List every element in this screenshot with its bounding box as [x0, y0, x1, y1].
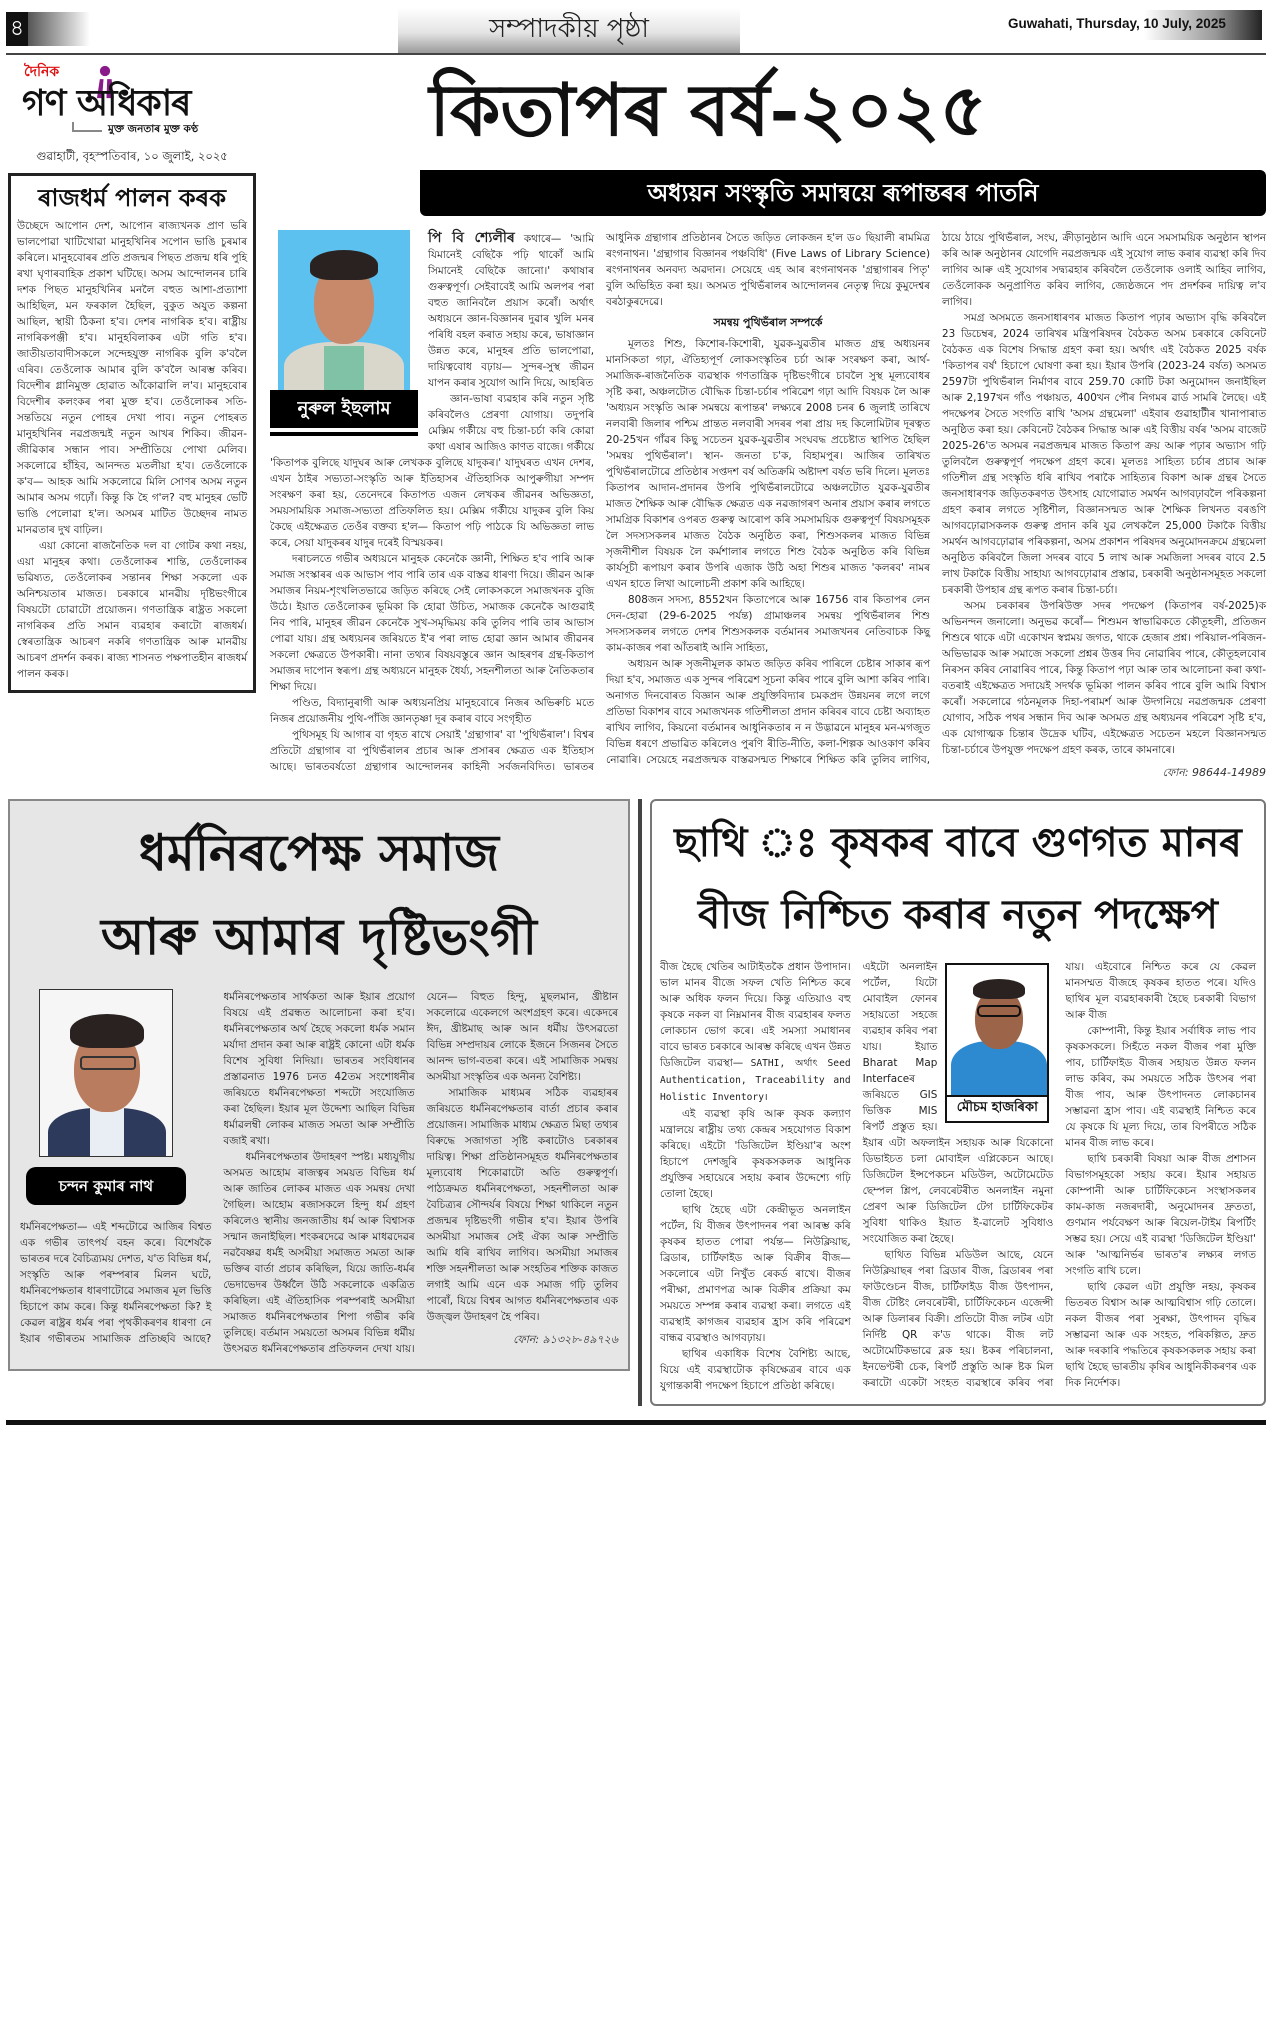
lead-paragraph: সমগ্ৰ অসমতে জনসাধাৰণৰ মাজত কিতাপ পঢ়াৰ অভ্যাস বৃদ্ধি কৰিবলৈ 23 ডিচেম্বৰ, 2024 তাৰিখৰ মন্ত্ৰিপৰিষদৰ বৈঠকত অসম চৰকাৰে কেবিনেট বৈঠকত এক বিশেষ সিদ্ধান্ত গ্ৰহণ কৰা হয়। অৰ্থাৎ এই বৈঠকত 2025 বৰ্ষক 'কিতাপৰ বৰ্ষ' হিচাপে ঘোষণা কৰা হয়। ইয়াৰ উপৰি (2023-24 বৰ্ষত) অসমত 2597টা পুথিভঁৰাল নিৰ্মাণৰ বাবে 259.70 কোটি টকা অনুমোদন জনাইছিল আৰু 2,197খন গাঁও পঞ্চায়ত, 400খন পৌৰ নিগমৰ ৱাৰ্ড সামৰি লৈছে। এই পদক্ষেপৰ সৈতে সংগতি ৰাখি 'অসম গ্ৰন্থমেলা' এইবাৰ গুৱাহাটীৰ খানাপাৰাত অনুষ্ঠিত কৰা হয়। কেবিনেট বৈঠকৰ সিদ্ধান্ত আৰু এই বিত্তীয় বৰ্ষৰ 'অসম বাজেট 2025-26'ত অসমৰ নৱপ্ৰজন্মৰ মাজত কিতাপ ক্ৰয় আৰু পঢ়াৰ অভ্যাস গঢ়ি তুলিবলৈ গুৰুত্বপূৰ্ণ পদক্ষেপ গ্ৰহণ কৰে। মূলতঃ সাহিত্য চৰ্চাৰ প্ৰচাৰ আৰু গতিশীল গ্ৰন্থ সংস্কৃতি ধৰি ৰাখিব পৰাকৈ সাহিত্যৰ বিকাশ আৰু গ্ৰন্থৰ সৈতে জনসাধাৰণক জড়িতকৰণত উৎসাহ যোগোৱাত সমৰ্থন আগবঢ়াবলৈ পৰিকল্পনা গ্ৰহণ কৰাৰ লগতে সৃষ্টিশীল, বিজ্ঞানসন্মত আৰু শৈক্ষিক লিখনত বৰঙণি আগবঢ়োৱাসকলক গুৰুত্ব প্ৰদান কৰি যুৱ লেখকলৈ 25,000 টকাকৈ বিত্তীয় সমৰ্থন আগবঢ়োৱাৰ পৰিকল্পনা, অসম প্ৰকাশন পৰিষদৰ অনুমোদনক্ৰমে গ্ৰন্থমেলা অনুষ্ঠিত কৰিবলৈ জিলা সদৰৰ বাবে 5 লাখ আৰু সমজিলা সদৰৰ বাবে 2.5 লাখ টকাকৈ বিত্তীয় সাহায্য আগবঢ়োৱাৰ প্ৰস্তাৱ, চৰকাৰী অনুষ্ঠানসমূহত সকলো চৰকাৰী উপহাৰ গ্ৰন্থ ৰূপত কৰাৰ চিন্তা-চৰ্চা। [942, 312, 1266, 596]
headline-line: ছাথি ঃ কৃষকৰ বাবে গুণগত মানৰ [674, 819, 1242, 866]
lead-subheadline: অধ্যয়ন সংস্কৃতি সমান্বয়ে ৰূপান্তৰৰ পাতনি [420, 170, 1266, 216]
header-divider [6, 53, 1266, 55]
quoted-author: পি বি শ্যেলীৰ [428, 230, 515, 246]
sathi-paragraph [660, 959, 851, 1106]
secularism-article-box [8, 799, 630, 1371]
lead-paragraph: দৰাচলতে গভীৰ অধ্যয়নে মানুহক কেনেকৈ জ্ঞানী, শিক্ষিত হ'ব পাৰি আৰু সমাজ সংস্কাৰৰ এক আভাস পাব পাৰি তাৰ এক বাস্তৱ ধাৰণা দিয়ে। জীৱন আৰু সমাজৰ নিয়ম-শৃংখলিতভাৱে জড়িত কৰিছে সেই লোকসকলে সমাজখনক বুজি উঠে। ইয়াত তেওঁলোকৰ ভূমিকা কি হোৱা উচিত, সমাজক কেনেকৈ আগুৱাই নিব পাৰি, মানুহৰ জীৱন কেনেকৈ সুখ-সমৃদ্ধিময় কৰি তুলিব পাৰি তাৰ আভাস পোৱা যায়। গ্ৰন্থ অধ্যয়নৰ জৰিয়তে ই'ৰ পৰা লাভ হোৱা জ্ঞান আমাৰ জীৱনৰ সকলো ক্ষেত্ৰতে উপকাৰী। নানা তথ্যৰ বিষয়বস্তুৰে জ্ঞান আহৰণৰ গ্ৰন্থ-কিতাপ সমাজৰ দাপোন স্বৰূপ। গ্ৰন্থ অধ্যয়নে মানুহক ধৈৰ্য্য, সহনশীলতা আৰু নৈতিকতাৰ শিক্ষা দিয়ে। [270, 553, 594, 693]
secularism-paragraph: ধৰ্মনিৰপেক্ষতাৰ উদাহৰণ স্পষ্ট। মধ্যযুগীয় অসমত আহোম ৰাজত্বৰ সময়ত বিভিন্ন ধৰ্ম আৰু জাতিৰ লোকৰ মাজত এক সমন্বয় দেখা গৈছিল। আহোম ৰজাসকলে হিন্দু ধৰ্ম গ্ৰহণ কৰিলেও স্থানীয় জনজাতীয় ধৰ্ম আৰু বিশ্বাসক সন্মান জনাইছিল। শংকৰদেৱে আৰু মাধৱদেৱৰ নৱবৈষ্ণৱ ধৰ্মই অসমীয়া সমাজত সমতা আৰু ভক্তিৰ বাৰ্তা প্ৰচাৰ কৰিছিল, যিয়ে জাতি-ধৰ্মৰ ভেদাভেদৰ উৰ্ধ্বলৈ উঠি সকলোকে একত্ৰিত কৰিছিল। এই ঐতিহাসিক পৰম্পৰাই অসমীয়া সমাজত ধৰ্মনিৰপেক্ষতাৰ শিপা গভীৰ কৰি তুলিছে। বৰ্তমান সময়তো অসমৰ বিভিন্ন ধৰ্মীয় উৎসৱত ধৰ্মনিৰপেক্ষতাৰ প্ৰতিফলন দেখা যায়। যেনে— বিহুত হিন্দু, মুছলমান, খ্ৰীষ্টান সকলোৱে একেলগে অংশগ্ৰহণ কৰে। একেদৰে ঈদ, খ্ৰীষ্টমাছ আৰু আন ধৰ্মীয় উৎসৱতো বিভিন্ন সম্প্ৰদায়ৰ লোকে ইজনে সিজনৰ সৈতে আনন্দ ভাগ-বতৰা কৰে। এই সামাজিক সমন্বয় অসমীয়া সংস্কৃতিৰ এক অনন্য বৈশিষ্ট্য। [223, 991, 618, 1355]
sathi-paragraph: ছাথিত বিভিন্ন মডিউল আছে, যেনে নিউক্লিয়াছৰ পৰা ব্ৰিডাৰ বীজ, ব্ৰিডাৰৰ পৰা ফাউণ্ডেচন বীজ, চাৰ্টিফাইড বীজ উৎপাদন, বীজ টেষ্টিং লেবৰেটৰী, চাৰ্টিফিকেচন এজেন্সী আৰু ডিলাৰৰ বিক্ৰী। প্ৰতিটো বীজ লটৰ এটা নিৰ্দিষ্ট QR ক'ড থাকে। বীজ লট অটোমেটিকভাৱে ব্লক হয়। ষ্টকৰ পৰিচালনা, ইনভেণ্টৰী চেক, ৰিপৰ্ট প্ৰস্তুতি আৰু ষ্টক মিল কৰাটো একেটা সংহত ব্যৱস্থাৰে কৰিব পৰা যায়। এইবোৰে নিশ্চিত কৰে যে কেৱল মানসম্মত বীজহে কৃষকৰ হাতত পৰে। যদিও ছাথিৰ মূল ব্যৱহাৰকাৰী হৈছে চৰকাৰী বিভাগ আৰু বীজ [862, 961, 1256, 1389]
editorial-title[interactable]: ৰাজধৰ্ম পালন কৰক [38, 183, 226, 212]
section-title: সম্পাদকীয় পৃষ্ঠা [398, 8, 740, 53]
secularism-paragraph: ধৰ্মনিৰপেক্ষতা— এই শব্দটোৱে আজিৰ বিশ্বত এক গভীৰ তাৎপৰ্য বহন কৰে। বিশেষকৈ ভাৰতৰ দৰে বৈচিত্ৰ্যময় দেশত, য'ত বিভিন্ন ধৰ্ম, সংস্কৃতি আৰু পৰম্পৰাৰ মিলন ঘটে, ধৰ্মনিৰপেক্ষতাৰ ধাৰণাটোৱে সমাজৰ মূল ভিত্তি হিচাপে কাম কৰে। কিন্তু ধৰ্মনিৰপেক্ষতা কি? ই কেৱল ৰাষ্ট্ৰৰ ধৰ্মৰ পৰা পৃথকীকৰণৰ ধাৰণা নে ইয়াৰ গভীৰতম সামাজিক প্ৰতিচ্ছবি আছে? ধৰ্মনিৰপেক্ষতাৰ সাৰ্থকতা আৰু ইয়াৰ প্ৰয়োগ বিষয়ে এই প্ৰৱন্ধত আলোচনা কৰা হ'ব। ধৰ্মনিৰপেক্ষতাৰ অৰ্থ হৈছে সকলো ধৰ্মক সমান মৰ্যাদা প্ৰদান কৰা আৰু ৰাষ্ট্ৰই কোনো এটা ধৰ্মক বিশেষ সুবিধা নিদিয়া। ভাৰতৰ সংবিধানৰ প্ৰস্তাৱনাত 1976 চনত 42তম সংশোধনীৰ জৰিয়তে ধৰ্মনিৰপেক্ষতা শব্দটো সংযোজিত কৰা হৈছিল। ইয়াৰ মূল উদ্দেশ্য আছিল বিভিন্ন ধৰ্মাৱলম্বী লোকৰ মাজত সমতা আৰু সম্প্ৰীতি বজাই ৰখা। [20, 991, 415, 1345]
sathi-paragraph: ছাথি চৰকাৰী বিষয়া আৰু বীজ প্ৰশাসন বিভাগসমূহকো সহায় কৰে। ইয়াৰ সহায়ত কোম্পানী আৰু চাৰ্টিফিকেচন সংস্থাসকলৰ কাম-কাজ নজৰদাৰী, অনুমোদনৰ দ্ৰুততা, গুণমান পৰ্যবেক্ষণ আৰু ৰিয়েল-টাইম ৰিপৰ্টিং সম্ভৱ হয়। সেয়ে এই ব্যৱস্থা 'ডিজিটেল ইণ্ডিয়া' আৰু 'আত্মনিৰ্ভৰ ভাৰত'ৰ লক্ষ্যৰ লগত সংগতি ৰাখি চলে। [1065, 1153, 1256, 1277]
lead-headline[interactable]: কিতাপৰ বৰ্ষ-২০২৫ [429, 67, 987, 152]
bottom-section [0, 783, 1272, 1406]
logo-name: গণ অধিকাৰ [22, 82, 191, 124]
author-photo-nurul-islam [278, 230, 410, 390]
sathi-paragraph: কোম্পানী, কিন্তু ইয়াৰ সৰ্বাধিক লাভ পাব কৃষকসকলে। সিহঁতে নকল বীজৰ পৰা মুক্তি পাব, চাৰ্টিফাইড বীজৰ সহায়ত উন্নত ফলন লাভ কৰিব, কম সময়তে সঠিক উৎসৰ পৰা বীজ পাব, আৰু উৎপাদনত লোকচানৰ সম্ভাৱনা হ্ৰাস পাব। এই ব্যৱস্থাই নিশ্চিত কৰে যে কৃষকে যি মূল্য দিয়ে, তাৰ বিপৰীতে সঠিক মানৰ বীজ লাভ কৰে। [1065, 1025, 1256, 1149]
page-number-gradient [28, 12, 90, 46]
lead-paragraph: 808জন সদস্য, 8552খন কিতাপেৰে আৰু 16756 বাৰ কিতাপৰ লেন দেন-হোৱা (29-6-2025 পৰ্যন্ত) গ্ৰামাঞ্চলৰ সমন্বয় পুথিভঁৰালৰ শিশু সদস্যসকলৰ লগতে দেশৰ শিশুসকলক বৰ্তমানৰ সমাজখনৰ নেতিবাচক কিছু কাম-কাজৰ পৰা আঁতৰাই আনি সাহিত্য, [606, 594, 930, 654]
headline-line: বীজ নিশ্চিত কৰাৰ নতুন পদক্ষেপ [698, 891, 1218, 938]
headline-line: আৰু আমাৰ দৃষ্টিভংগী [101, 907, 537, 966]
editorial-paragraph: এয়া কোনো ৰাজনৈতিক দল বা গোটৰ কথা নহয়, এয়া মানুহৰ কথা। তেওঁলোকৰ শান্তি, তেওঁলোকৰ ভৱিষ্যত, তেওঁলোকৰ সন্তানৰ শিক্ষা সকলো এক অনিশ্চয়তাৰ মাজত। চৰকাৰে মানৱীয় দৃষ্টিভংগীৰে বিষয়টো চোৱাটো প্ৰয়োজন। গণতান্ত্ৰিক ৰাষ্ট্ৰত সকলো নাগৰিকৰ প্ৰতি সমান ব্যৱহাৰ কৰাটো ৰাজধৰ্ম। স্বেৰতান্ত্ৰিক আচৰণ নকৰি গণতান্ত্ৰিক আৰু মানৱীয় আচৰণ প্ৰদৰ্শন কৰক। ৰাজ্য শাসনত পক্ষপাতহীন ৰাজধৰ্ম পালন কৰক। [17, 540, 247, 680]
sathi-paragraph: ছাথিৰ একাধিক বিশেষ বৈশিষ্ট্য আছে, যিয়ে এই ব্যৱস্থাটোক কৃষিক্ষেত্ৰৰ বাবে এক যুগান্তকাৰী পদক্ষেপ হিচাপে প্ৰতিষ্ঠা কৰিছে। [660, 1348, 851, 1392]
column-divider [638, 799, 642, 1406]
editorial-box [8, 173, 256, 693]
lead-paragraph: পণ্ডিত, বিদ্যানুৰাগী আৰু অধ্যয়নপ্ৰিয় মানুহবোৰে নিজৰ অভিৰুচি মতে নিজৰ প্ৰয়োজনীয় পুথি-পাঁজি জ্ঞানতৃষ্ণা দূৰ কৰাৰ বাবে সংগৃহীত [270, 697, 594, 725]
sathi-paragraph: ছাথি কেৱল এটা প্ৰযুক্তি নহয়, কৃষকৰ ভিতৰত বিশ্বাস আৰু আত্মবিশ্বাস গঢ়ি তোলে। নকল বীজৰ পৰা সুৰক্ষা, উৎপাদন বৃদ্ধিৰ সম্ভাৱনা আৰু এক সংহত, পৰিকল্পিত, দ্ৰুত আৰু দৰকাৰি পদ্ধতিৰে কৃষকসকলক সহায় কৰা ছাথি হৈছে ভাৰতীয় কৃষিৰ আধুনিকীকৰণৰ এক দিক নিৰ্দেশক। [1065, 1281, 1256, 1389]
author-photo-block [20, 989, 192, 1213]
author-photo-chandan-kumar-nath [39, 989, 173, 1157]
secularism-author-phone: ফোন: ৯১৩২৮-৪৯৭২৬ [513, 1333, 618, 1346]
assamese-dateline: গুৱাহাটী, বৃহস্পতিবাৰ, ১০ জুলাই, ২০২৫ [36, 149, 228, 163]
sathi-article-box [650, 799, 1266, 1406]
secularism-paragraph: সামাজিক মাধ্যমৰ সঠিক ব্যৱহাৰৰ জৰিয়তে ধৰ্মনিৰপেক্ষতাৰ বাৰ্তা প্ৰচাৰ কৰাৰ প্ৰয়োজন। সামাজিক মাধ্যম ক্ষেত্ৰত মিছা তথ্যৰ বিৰুদ্ধে সজাগতা সৃষ্টি কৰাটোও চৰকাৰৰ দায়িত্ব। শিক্ষা প্ৰতিষ্ঠানসমূহত ধৰ্মনিৰপেক্ষতাৰ মূল্যবোধ শিকোৱাটো অতি গুৰুত্বপূৰ্ণ। পাঠ্যক্ৰমত ধৰ্মনিৰপেক্ষতা, সহনশীলতা আৰু বৈচিত্ৰ্যৰ সৌন্দৰ্যৰ বিষয়ে শিক্ষা থাকিলে নতুন প্ৰজন্মৰ দৃষ্টিভংগী গভীৰ হ'ব। ইয়াৰ উপৰি অসমীয়া সমাজৰ সেই ঐক্য আৰু সম্প্ৰীতি আমি ধৰি ৰাখিব লাগিব। অসমীয়া সমাজৰ শক্তি সহনশীলতা আৰু সংহতিৰ শক্তিক কাজত লগাই আমি এনে এক সমাজ গঢ়ি তুলিব পাৰোঁ, যিয়ে বিশ্বৰ আগত ধৰ্মনিৰপেক্ষতাৰ এক উজ্জ্বল উদাহৰণ হৈ পৰিব। [426, 1087, 618, 1323]
english-dateline: Guwahati, Thursday, 10 July, 2025 [1000, 10, 1262, 40]
sathi-paragraph: এইটো অনলাইন পৰ্টেল, যিটো মোবাইল ফোনৰ সহায়তো সহজে ব্যৱহাৰ কৰিব পৰা যায়। ইয়াত Bharat Map Interfaceৰ জৰিয়তে GIS ভিত্তিক MIS ৰিপৰ্ট প্ৰস্তুত হয়। ইয়াৰ এটা অফলাইন সহায়ক আৰু যিকোনো ডিভাইচত চলা মোবাইল এপ্লিকেচন আছে। ডিজিটেল ইন্সপেকচন মডিউল, অটোমেটেড ছেম্পল শ্লিপ, লেবৰেটৰীত অনলাইন নমুনা প্ৰেৰণ আৰু ডিজিটেল টেগ চাৰ্টিফিকেটৰ সুবিধা থাকিও ইয়াত ই-ৱালেট সুবিধাও সংযোজিত কৰা হৈছে। [862, 961, 1054, 1245]
author-photo-block [945, 963, 1053, 1123]
left-column [8, 56, 256, 783]
secularism-headline[interactable] [20, 811, 618, 979]
author-name-label: নুৰুল ইছলাম [270, 390, 418, 432]
lead-article-body [270, 230, 1266, 783]
lead-paragraph: পুথিসমূহ যি আগাৰ বা গৃহত ৰাখে সেয়াই 'গ্ৰন্থাগাৰ' বা 'পুথিভঁৰাল'। বিশ্বৰ প্ৰতিটো গ্ৰন্থাগাৰ বা পুথিভঁৰালৰ প্ৰচাৰ আৰু প্ৰসাৰৰ ক্ষেত্ৰত এক ইতিহাস আছে। ভাৰতবৰ্ষতো গ্ৰন্থাগাৰ আন্দোলনৰ কাহিনী সৰ্বজনবিদিত। ভাৰতৰ আধুনিক গ্ৰন্থাগাৰ প্ৰতিষ্ঠানৰ সৈতে জড়িত লোকজন হ'ল ড০ ছিয়ালী ৰামমিত্ৰ ৰংগনাথন। 'গ্ৰন্থাগাৰ বিজ্ঞানৰ পঞ্চবিধি' (Five Laws of Library Science) ৰংগনাথনৰ অনবদ্য অৱদান। সেয়েহে এহ আৰ ৰংগনাথনক 'গ্ৰন্থাগাৰৰ পিতৃ' বুলি অভিহিত কৰা হয়। অসমত পুথিভঁৰালৰ আন্দোলনৰ নেতৃত্ব দিয়ে কুমুদেশ্বৰ বৰঠাকুৰদেৱে। [270, 232, 930, 773]
lead-paragraph: জ্ঞান-ভাষা ব্যৱহাৰ কৰি নতুন সৃষ্টি কৰিবলৈও প্ৰেৰণা যোগায়। তদুপৰি মেক্সিম গৰ্কীয়ে বহু চিন্তা-চৰ্চা কৰি কোৱা কথা এষাৰ আজিও কাণত বাজে। গৰ্কীয়ে 'কিতাপক বুলিছে যাদুঘৰ আৰু লেখকক বুলিছে যাদুকৰ।' যাদুঘৰত এখন দেশৰ, এখন ঠাইৰ সভ্যতা-সংস্কৃতি আৰু ইতিহাসৰ ঐতিহাসিক আপুৰুগীয়া সম্পদ সংৰক্ষণ কৰা হয়, তেনেদৰে কিতাপত এজন লেখকৰ জীৱনৰ অভিজ্ঞতা, সময়সাময়িক সমাজ-সভ্যতা প্ৰতিফলিত হয়। মেক্সিম গৰ্কীয়ে যাদুকৰ বুলি কিয় কৈছে এইক্ষেত্ৰত তেওঁৰ বক্তব্য হ'ল— কিতাপ পঢ়ি পাঠকে যি অভিজ্ঞতা লাভ কৰে, সেয়া যাদুকৰৰ যাদুৰ দৰেই বিস্ময়কৰ। [270, 393, 594, 549]
sathi-paragraph: এই ব্যৱস্থা কৃষি আৰু কৃষক কল্যাণ মন্ত্ৰালয়ে ৰাষ্ট্ৰীয় তথ্য কেন্দ্ৰৰ সহযোগত বিকাশ কৰিছে। এইটো 'ডিজিটেল ইণ্ডিয়া'ৰ অংশ হিচাপে দেশজুৰি কৃষকসকলক আধুনিক প্ৰযুক্তিৰ সহায়েৰে সহায় কৰাৰ উদ্দেশ্যে গঢ়ি তোলা হৈছে। [660, 1108, 851, 1200]
sathi-headline[interactable] [660, 807, 1256, 951]
newspaper-logo[interactable] [22, 60, 258, 146]
footer-divider [6, 1420, 1266, 1425]
author-photo-mousam-hazarika [945, 963, 1049, 1097]
secularism-article-body [20, 989, 618, 1357]
lead-paragraph: অসম চৰকাৰৰ উপৰিউক্ত সদৰ পদক্ষেপ (কিতাপৰ বৰ্ষ-2025)ক অভিনন্দন জনালো। অনুভৱ কৰোঁ— শিশুমন স্বাভাৱিকতে কৌতূহলী, প্ৰতিজন শিশুৰে থাকে এটা একোখন স্বপ্নময় জগত, থাকে হেজাৰ প্ৰশ্ন। পৰিয়াল-পৰিজন-অভিভাৱক আৰু সমাজে সকলো প্ৰশ্নৰ উত্তৰ দিব নোৱাৰিব পাৰে, কৌতূহলবোৰ নিৰসন কৰিব নোৱাৰিব পাৰে, কিন্তু কিতাপ পঢ়া আৰু তাৰ আলোচনা কৰা কথা-বতৰাই এইক্ষেত্ৰত সদায়েই সদৰ্থক ভূমিকা পালন কৰিব পাৰে বুলি আমি বিশ্বাস কৰোঁ। সকলোৱে গঠনমূলক দিহা-পৰামৰ্শ আৰু উদগনিয়ে নৱপ্ৰজন্মক প্ৰেৰণা যোগাব, সঠিক পথৰ সন্ধান দিব আৰু অসমত গ্ৰন্থ অধ্যয়নৰ পৰিৱেশ সৃষ্টি হ'ব, এক যোগাত্মক চিন্তাৰ উদ্ৰেক ঘটিব, এইক্ষেত্ৰত সচেতন মহলে বিজ্ঞানসন্মত চিন্তা-চৰ্চাৰে উপযুক্ত পদক্ষেপ গ্ৰহণ কৰক, তাৰে কামনাৰে। [942, 600, 1266, 756]
lead-paragraph: মূলতঃ শিশু, কিশোৰ-কিশোৰী, যুৱক-যুৱতীৰ মাজত গ্ৰন্থ অধ্যয়নৰ মানসিকতা গঢ়া, ঐতিহ্যপূৰ্ণ লোকসংস্কৃতিৰ চৰ্চা আৰু সংৰক্ষণ কৰা, আৰ্থ-সমাজিক-ৰাজনৈতিক ব্যৱস্থাক গণতান্ত্ৰিক দৃষ্টিভংগীৰে চাবলৈ সুস্থ মূল্যবোধৰ সৃষ্টি কৰা, অঞ্চলটোত বৌদ্ধিক চিন্তা-চৰ্চাৰ পৰিৱেশ গঢ়া আদি বিষয়ক লৈ আৰু 'অধ্যয়ন সংস্কৃতি আৰু সমন্বয়ে ৰূপান্তৰ' লক্ষ্যৰে 2008 চনৰ 6 জুলাই তাৰিখে নলবাৰী জিলাৰ পশ্চিম প্ৰান্তত নলবাৰী সদৰৰ পৰা প্ৰায় দহ কিলোমিটাৰ দূৰত্বত 20-25খন গাঁৱৰ কিছু সচেতন যুৱক-যুৱতীৰ সংঘবদ্ধ প্ৰচেষ্টাত স্থাপিত হৈছিল 'সমন্বয় পুথিভঁৰাল'। স্থান- জনতা চ'ক, বিহামপুৰ। আজিৰ তাৰিখত পুথিভঁৰালটোৱে প্ৰতিষ্ঠাৰ সপ্তদশ বৰ্ষ অতিক্ৰমি অষ্টাদশ বৰ্ষত ভৰি দিলে। মূলতঃ কিতাপৰ আদান-প্ৰদানৰ উপৰি পুথিভঁৰালটোৱে অঞ্চলটোত যুৱক-যুৱতীৰ মাজত শৈক্ষিক আৰু বৌদ্ধিক ক্ষেত্ৰত এক নৱজাগৰণ অনাৰ প্ৰয়াস কৰাৰ লগতে সামগ্ৰিক বিকাশৰ ওপৰত গুৰুত্ব আৰোপ কৰি সমসাময়িক গুৰুত্বপূৰ্ণ বিষয়সমূহক লৈ সদস্যসকলৰ মাজত বৈঠক অনুষ্ঠিত কৰা, শিশুসকলৰ মাজত বিভিন্ন সৃজনীশীল বিষয়ক লৈ কৰ্মশালাৰ লগতে শিশু বৈঠক অনুষ্ঠিত কৰি বিভিন্ন কাৰ্যসূচী ৰূপায়ণ কৰাৰ উপৰি এজাক উঠি অহা শিশুৰ মাজত 'কলৰব' নামৰ এখন হাতে লিখা আলোচনী প্ৰকাশ কৰি আহিছে। [606, 338, 930, 590]
headline-line: ধৰ্মনিৰপেক্ষ সমাজ [138, 823, 500, 882]
author-name-label: চন্দন কুমাৰ নাথ [26, 1167, 186, 1205]
sathi-paragraph: ছাথি হৈছে এটা কেন্দ্ৰীভূত অনলাইন পৰ্টেল, যি বীজৰ উৎপাদনৰ পৰা আৰম্ভ কৰি কৃষকৰ হাতত পোৱা পৰ্যন্ত— নিউক্লিয়াছ, ব্ৰিডাৰ, চাৰ্টিফাইড আৰু বিক্ৰীৰ বীজ— সকলোৰে এটা নিখুঁত ৰেকৰ্ড ৰাখে। বীজৰ পৰীক্ষা, প্ৰমাণপত্ৰ আৰু বিক্ৰীৰ প্ৰক্ৰিয়া কম সময়তে সম্পন্ন কৰাৰ ব্যৱস্থা কৰা। লগতে এই ব্যৱস্থাই কাগজৰ ব্যৱহাৰ হ্ৰাস কৰি পৰিৱেশ বান্ধৱ ব্যৱস্থাও আগবঢ়ায়। [660, 1204, 851, 1344]
sathi-article-body [660, 959, 1256, 1394]
page-number: ৪ [6, 12, 28, 46]
lead-article [270, 56, 1266, 783]
lead-paragraph: অধ্যয়ন আৰু সৃজনীমূলক কামত জড়িত কৰিব পাৰিলে চেষ্টাৰ সাকাৰ ৰূপ দিয়া হ'ব, সমাজত এক সুন্দৰ পৰিৱেশ সূচনা কৰিব পাৰে বুলি আশা কৰিব পাৰি। অনাগত দিনবোৰত বিজ্ঞান আৰু প্ৰযুক্তিবিদ্যাৰ চমকপ্ৰদ উন্নয়নৰ লগে লগে প্ৰতিভা বিকাশৰ বাবে সমাজখনক গতিশীলতা প্ৰদান কৰিবৰ বাবে চেষ্টা অব্যাহত ৰাখিব লাগিব, কিয়নো বৰ্তমানৰ আধুনিকতাৰ ন ন উদ্ভাৱনে মানুহৰ মন-মগজুত বিভিন্ন ধৰণে প্ৰভাৱিত কৰিলেও পুৰণি ৰীতি-নীতি, কলা-শিল্পক আওকাণ কৰিব নোৱাৰি। সেয়েহে নৱপ্ৰজন্মক বাস্তৱসন্মত শিক্ষাৰে শিক্ষিত কৰি তুলিব লাগিব, ঠায়ে ঠায়ে পুথিভঁৰাল, সংঘ, ক্ৰীড়ানুষ্ঠান আদি এনে সমসাময়িক অনুষ্ঠান স্থাপন কৰি আৰু অনুষ্ঠানৰ যোগেদি নৱপ্ৰজন্মক এই সুযোগ লাভ কৰাৰ ব্যৱস্থা কৰি দিব লাগিব আৰু এই সুযোগৰ সদ্ব্যৱহাৰ কৰিবলৈ তেওঁলোক ওলাই আহিব লাগিব, তেওঁলোকক অনুপ্ৰাণিত কৰিব লাগিব, জ্যেষ্ঠজনে পদ প্ৰদৰ্শকৰ দায়িত্ব ল'ব লাগিব। [606, 232, 1266, 766]
logo-tagline: মুক্ত জনতাৰ মুক্ত কণ্ঠ [108, 123, 199, 135]
author-name-label: মৌচম হাজৰিকা [945, 1097, 1049, 1123]
lead-subhead: সমন্বয় পুথিভঁৰাল সম্পৰ্কে [713, 316, 823, 329]
masthead-strip [0, 0, 1272, 56]
logo-prefix: দৈনিক [24, 64, 60, 80]
sathi-acronym: SATHI, অৰ্থাৎ Seed Authentication, Traceability and Holistic Inventory। [660, 1058, 851, 1103]
editorial-paragraph: উচ্ছেদে আপোন দেশ, আপোন ৰাজ্যখনক প্ৰাণ ভৰি ভালপোৱা খাটিখোৱা মানুহখিনিৰ সপোন ভাঙি চুৰমাৰ কৰিলে। মানুহবোৰৰ প্ৰতি প্ৰজন্মৰ পিছত প্ৰজন্ম ধৰি পুহি ৰখা ঘৃণাৰবাহিক প্ৰকাশ ঘটিছে। অসম আন্দোলনৰ চাৰি দশক পিছত মানুহখিনিৰ মনলৈ বহুত আশা-প্ৰত্যাশা আহিছিল, মন ফৰকাল হৈছিল, বুকুত অযুত কল্পনা আছিল, স্থায়ী ঠিকনা হ'ব। দেশৰ নাগৰিক হ'ব। ৰাষ্ট্ৰীয় নাগৰিকপঞ্জী হ'ব। মানুহবিলাকৰ এটা গতি হ'ব। জাতীয়তাবাদীসকলে সন্দেহযুক্ত নাগৰিক বুলি ক'বলৈ এৰিব। তেওঁলোক আমাৰ বুলি ক'বলৈ আৰম্ভ কৰিব। বিদেশীৰ গ্লানিমুক্ত হোৱাত আঁকোৱালি ল'ব। মানুহবোৰ বিদেশীৰ কলংকৰ পৰা মুক্ত হ'ব। তেওঁলোকৰ সতি-সন্ততিয়ে নতুন পোহৰ দেখা পাব। নতুন পোহৰত মানুহখিনিৰ নৱপ্ৰজন্মই নতুন আখৰ শিকিব। জীৱন-জীৱিকাৰ সন্ধান পাব। সম্প্ৰীতিয়ে পোখা মেলিব। সকলোৱে হাঁহিব, আনন্দত মতলীয়া হ'ব। তেওঁলোকে ক'ব— আহক আমি সকলোৱে মিলি সোণৰ অসম নতুন আমাৰ অসম গঢ়োঁ। কিন্তু কি হৈ গ'ল? বহু মানুহৰ ভেটি ভাঙি পেলোৱা হ'ল। অসমৰ মাটিত উচ্ছেদৰ নামত মানৱতাৰ দুখ বাঢ়িল। [17, 220, 247, 536]
sathi-text: বীজ হৈছে খেতিৰ আটাইতকৈ প্ৰধান উপাদান। ভাল মানৰ বীজে সফল খেতি নিশ্চিত কৰে আৰু অধিক ফলন দিয়ে। কিন্তু এতিয়াও বহু কৃষকে নকল বা নিম্নমানৰ বীজ ব্যৱহাৰৰ ফলত লোকচান ভোগ কৰে। এই সমস্যা সমাধানৰ বাবে ভাৰত চৰকাৰে আৰম্ভ কৰিছে এখন উন্নত ডিজিটেল ব্যৱস্থা— [660, 961, 851, 1069]
lead-text: কথাৰে— 'আমি যিমানেই বেছিকৈ পঢ়ি থাকোঁ আমি সিমানেই বেছিকৈ জানো।' কথাষাৰ গুৰুত্বপূৰ্ণ। সেইবাবেই আমি অলপৰ পৰা বহুত জানিবলৈ প্ৰয়াস কৰোঁ। অৰ্থাৎ অধ্যয়নে জ্ঞান-বিজ্ঞানৰ দুৱাৰ খুলি মনৰ পৰিধি বহল কৰাত সহায় কৰে, ভাষাজ্ঞান উন্নত কৰে, মানুহৰ প্ৰতি ভালপোৱা, দায়িত্ববোধ বঢ়ায়— সুন্দৰ-সুস্থ জীৱন যাপন কৰাৰ সুযোগ আনি দিয়ে, আহৰিত [428, 233, 594, 389]
logo-bracket [72, 122, 102, 132]
top-section [0, 56, 1272, 783]
author-photo-block [270, 230, 418, 438]
lead-author-phone: ফোন: 98644-14989 [1162, 766, 1266, 779]
